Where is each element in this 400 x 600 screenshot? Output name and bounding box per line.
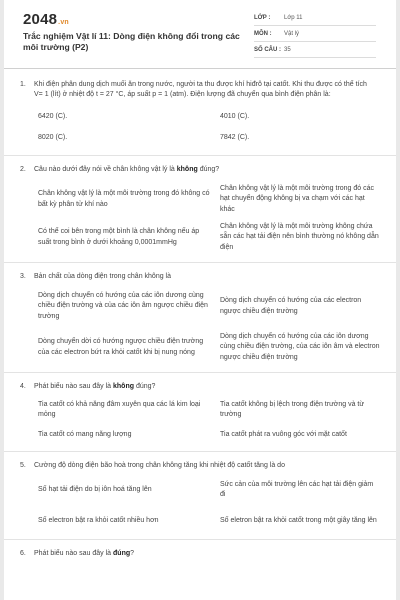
- answer-option-d[interactable]: Tia catốt phát ra vuông góc với mặt catốt: [220, 430, 347, 438]
- question-2: [4, 165, 396, 263]
- answer-option-c[interactable]: Có thể coi bên trong một bình là chân không nếu áp suất trong bình ở dưới khoảng 0,0001mmHg: [38, 228, 200, 246]
- question-divider: [4, 262, 396, 263]
- answer-option-d[interactable]: Chân không vật lý là một môi trường không chứa sẵn các hạt tải điện nên bình thường nó không dẫn điện: [220, 222, 379, 251]
- question-list: [4, 80, 396, 559]
- answer-option-a[interactable]: Tia catốt có khả năng đâm xuyên qua các lá kim loại mỏng: [38, 400, 201, 418]
- answer-option-a[interactable]: Số hạt tải điện do bị iôn hoá tăng lên: [38, 485, 152, 493]
- question-1: [4, 80, 396, 156]
- answer-option-d[interactable]: Số eletron bật ra khỏi catốt trong một giây tăng lên: [220, 516, 377, 524]
- answer-option-a[interactable]: Dòng dịch chuyển có hướng của các iôn dương cùng chiều điện trường và của các iôn âm ngược chiều điện trường: [38, 291, 208, 320]
- question-number: 1.: [20, 81, 26, 88]
- question-text: Cường độ dòng điện bão hoà trong chân không tăng khi nhiệt độ catốt tăng là do: [34, 462, 285, 469]
- answer-option-b[interactable]: Dòng dịch chuyển có hướng của các electron ngược chiều điện trường: [220, 297, 362, 315]
- answer-option-b[interactable]: Tia catốt không bị lệch trong điện trường và từ trường: [220, 400, 365, 418]
- meta-subject: MÔN : Vật lý: [254, 26, 376, 42]
- question-divider: [4, 451, 396, 452]
- question-divider: [4, 372, 396, 373]
- question-divider: [4, 155, 396, 156]
- question-6: [4, 549, 396, 559]
- answer-option-a[interactable]: Chân không vật lý là một môi trường trong đó không có bất kỳ phân tử khí nào: [38, 190, 210, 208]
- answer-option-d[interactable]: 7842 (C).: [220, 134, 250, 142]
- question-text: Phát biểu nào sau đây là đúng?: [34, 550, 135, 557]
- question-4: [4, 382, 396, 452]
- meta-class: LỚP : Lớp 11: [254, 10, 376, 26]
- answer-option-b[interactable]: Sức cản của môi trường lên các hạt tải điện giảm đi: [220, 480, 374, 498]
- site-logo[interactable]: 2048.vn: [23, 11, 69, 28]
- question-text: Câu nào dưới đây nói về chân không vật lý là không đúng?: [34, 166, 220, 173]
- answer-option-c[interactable]: Dòng chuyển dời có hướng ngược chiều điện trường của các electron bứt ra khỏi catốt khi bị nung nóng: [38, 338, 204, 356]
- answer-option-c[interactable]: Số electron bật ra khỏi catốt nhiều hơn: [38, 516, 159, 524]
- meta-question-count: SỐ CÂU : 35: [254, 42, 376, 58]
- question-text: Khi điện phân dung dịch muối ăn trong nước, người ta thu được khí hiđrô tại catốt. Khi thu được có thể tích V= 1 (lít) ở nhiệt độ t = 27 °C, áp suất p = 1 (atm). Điện lượng đã chuyển qua bình điện phân là:: [34, 81, 367, 98]
- quiz-meta: [254, 10, 376, 58]
- header-divider: [4, 68, 396, 69]
- question-5: [4, 461, 396, 540]
- question-3: [4, 272, 396, 373]
- answer-option-c[interactable]: 8020 (C).: [38, 134, 68, 142]
- question-number: 6.: [20, 550, 26, 557]
- question-text: Phát biểu nào sau đây là không đúng?: [34, 383, 156, 390]
- answer-option-b[interactable]: Chân không vật lý là một môi trường trong đó các hạt chuyển động không bị va chạm với các hạt khác: [220, 184, 375, 213]
- page-title: Trắc nghiệm Vật lí 11: Dòng điện không đổi trong các môi trường (P2): [23, 31, 240, 52]
- answer-option-d[interactable]: Dòng dịch chuyển có hướng của các iôn dương cùng chiều điện trường, của các iôn âm và electron ngược chiều điện trường: [220, 332, 380, 361]
- document-page: [4, 0, 396, 600]
- question-text: Bản chất của dòng điện trong chân không là: [34, 273, 171, 280]
- question-number: 3.: [20, 273, 26, 280]
- answer-option-c[interactable]: Tia catốt có mang năng lượng: [38, 430, 132, 438]
- question-number: 4.: [20, 383, 26, 390]
- question-divider: [4, 539, 396, 540]
- question-number: 2.: [20, 166, 26, 173]
- answer-option-b[interactable]: 4010 (C).: [220, 113, 250, 121]
- question-number: 5.: [20, 462, 26, 469]
- answer-option-a[interactable]: 6420 (C).: [38, 113, 68, 121]
- page-header: [4, 0, 396, 66]
